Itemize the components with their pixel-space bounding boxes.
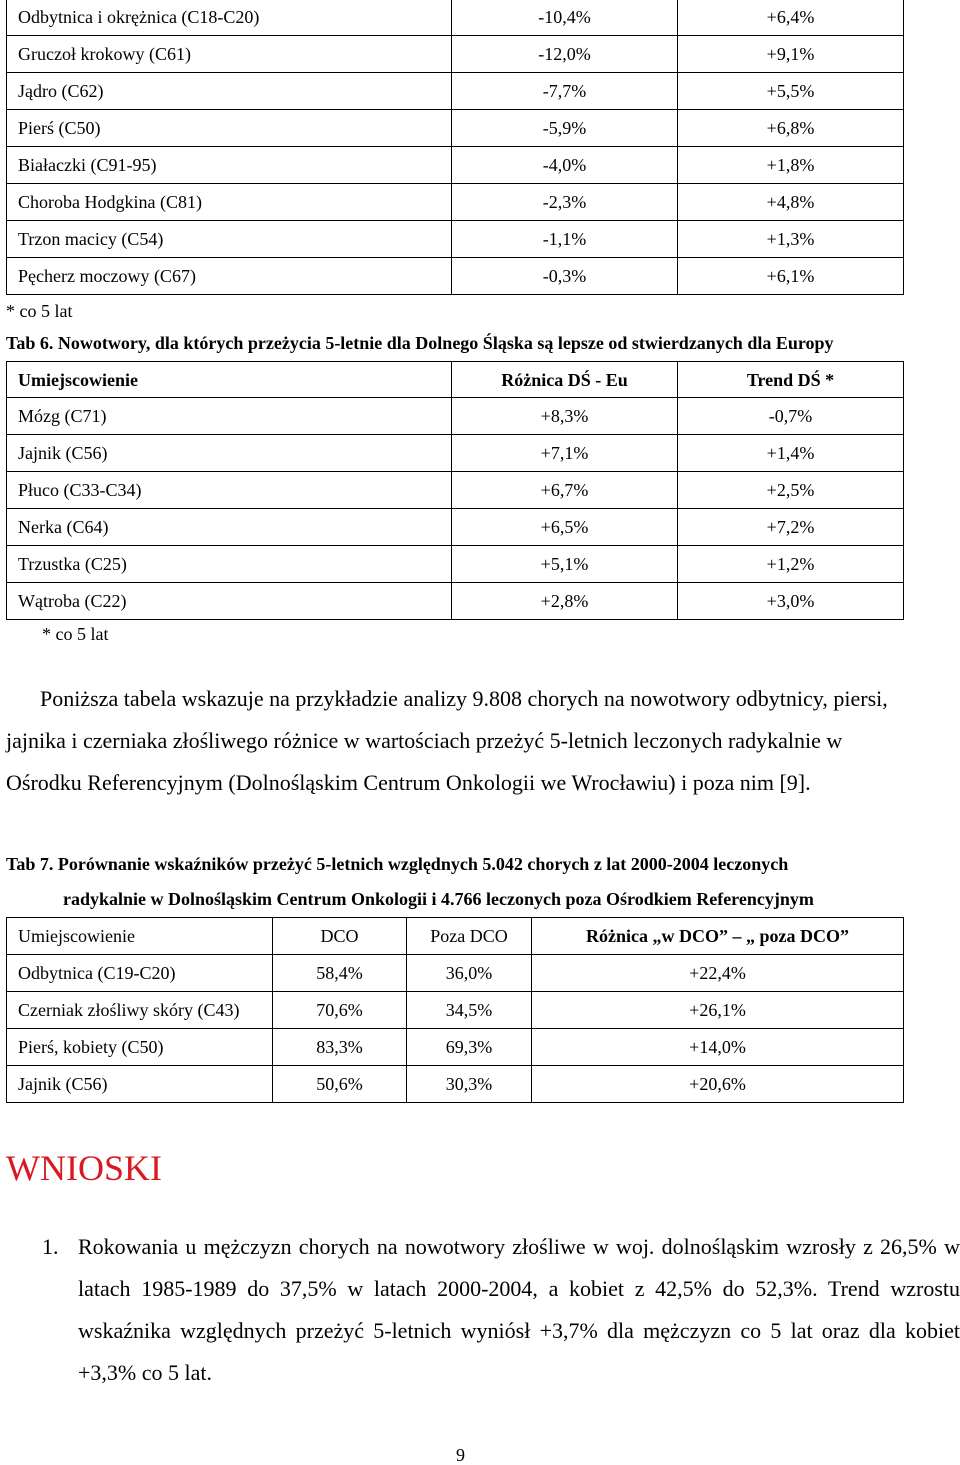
table-row <box>7 398 904 435</box>
table-row <box>7 0 904 36</box>
table-cell-site: Odbytnica (C19-C20) <box>7 955 273 992</box>
table-cell-diff: -1,1% <box>452 221 678 258</box>
table-cell-trend: +4,8% <box>678 184 904 221</box>
table-cell-dco: 50,6% <box>273 1066 407 1103</box>
table-cell-outside: 69,3% <box>407 1029 532 1066</box>
table-cell-site: Trzustka (C25) <box>7 546 452 583</box>
table-row <box>7 992 904 1029</box>
table-row <box>7 221 904 258</box>
table-cell-site: Wątroba (C22) <box>7 583 452 620</box>
table-row <box>7 955 904 992</box>
table-6-footnote: * co 5 lat <box>42 624 109 644</box>
table-cell-trend: +2,5% <box>678 472 904 509</box>
table-row <box>7 546 904 583</box>
table-cell-trend: +1,3% <box>678 221 904 258</box>
table-cell-diff: +22,4% <box>532 955 904 992</box>
table-cell-diff: -4,0% <box>452 147 678 184</box>
table-cell-trend: +5,5% <box>678 73 904 110</box>
table-cell-site: Płuco (C33-C34) <box>7 472 452 509</box>
table-cell-trend: +1,4% <box>678 435 904 472</box>
table-7-header-site: Umiejscowienie <box>7 918 273 955</box>
table-cell-outside: 34,5% <box>407 992 532 1029</box>
paragraph-line: Ośrodku Referencyjnym (Dolnośląskim Centrum Onkologii we Wrocławiu) i poza nim [9]. <box>6 770 811 795</box>
table-cell-diff: +8,3% <box>452 398 678 435</box>
table-cell-site: Choroba Hodgkina (C81) <box>7 184 452 221</box>
table-row <box>7 1066 904 1103</box>
table-cell-outside: 36,0% <box>407 955 532 992</box>
table-5 <box>6 0 904 295</box>
conclusions-heading: WNIOSKI <box>6 1148 162 1188</box>
table-cell-outside: 30,3% <box>407 1066 532 1103</box>
table-cell-diff: -10,4% <box>452 0 678 36</box>
table-cell-site: Nerka (C64) <box>7 509 452 546</box>
table-cell-site: Białaczki (C91-95) <box>7 147 452 184</box>
table-row <box>7 583 904 620</box>
table-cell-trend: +6,8% <box>678 110 904 147</box>
page-number: 9 <box>456 1445 465 1465</box>
table-6-caption: Tab 6. Nowotwory, dla których przeżycia 5-letnie dla Dolnego Śląska są lepsze od stwierdzanych dla Europy <box>6 333 834 353</box>
table-row <box>7 509 904 546</box>
table-cell-diff: +14,0% <box>532 1029 904 1066</box>
table-cell-trend: +6,4% <box>678 0 904 36</box>
table-row <box>7 258 904 295</box>
table-row <box>7 147 904 184</box>
table-cell-diff: +20,6% <box>532 1066 904 1103</box>
table-cell-diff: +7,1% <box>452 435 678 472</box>
table-7-header-difference: Różnica „w DCO” – „ poza DCO” <box>532 918 904 955</box>
table-cell-site: Jądro (C62) <box>7 73 452 110</box>
intro-paragraph <box>6 678 958 804</box>
conclusion-item <box>42 1226 960 1394</box>
table-cell-site: Trzon macicy (C54) <box>7 221 452 258</box>
table-cell-diff: -0,3% <box>452 258 678 295</box>
table-cell-dco: 58,4% <box>273 955 407 992</box>
table-cell-trend: -0,7% <box>678 398 904 435</box>
table-5-footnote: * co 5 lat <box>6 301 73 321</box>
table-cell-diff: -5,9% <box>452 110 678 147</box>
table-cell-trend: +1,8% <box>678 147 904 184</box>
table-cell-diff: +5,1% <box>452 546 678 583</box>
table-cell-site: Jajnik (C56) <box>7 435 452 472</box>
table-cell-diff: -7,7% <box>452 73 678 110</box>
table-7-header-dco: DCO <box>273 918 407 955</box>
table-cell-trend: +1,2% <box>678 546 904 583</box>
table-cell-trend: +6,1% <box>678 258 904 295</box>
table-row <box>7 1029 904 1066</box>
table-6-header-site: Umiejscowienie <box>7 362 452 398</box>
table-cell-dco: 83,3% <box>273 1029 407 1066</box>
table-7-caption-line-1: Tab 7. Porównanie wskaźników przeżyć 5-letnich względnych 5.042 chorych z lat 2000-2004 leczonych <box>6 854 789 874</box>
table-cell-diff: +6,7% <box>452 472 678 509</box>
table-cell-site: Pęcherz moczowy (C67) <box>7 258 452 295</box>
table-cell-trend: +7,2% <box>678 509 904 546</box>
paragraph-line: jajnika i czerniaka złośliwego różnice w wartościach przeżyć 5-letnich leczonych radykalnie w <box>6 728 843 753</box>
table-cell-diff: +2,8% <box>452 583 678 620</box>
table-cell-diff: -12,0% <box>452 36 678 73</box>
table-6-header-trend: Trend DŚ * <box>678 362 904 398</box>
table-7 <box>6 917 904 1103</box>
table-7-header-outside: Poza DCO <box>407 918 532 955</box>
table-cell-site: Pierś, kobiety (C50) <box>7 1029 273 1066</box>
table-cell-trend: +3,0% <box>678 583 904 620</box>
table-cell-diff: +26,1% <box>532 992 904 1029</box>
table-cell-site: Pierś (C50) <box>7 110 452 147</box>
table-7-caption-line-2: radykalnie w Dolnośląskim Centrum Onkologii i 4.766 leczonych poza Ośrodkiem Referencyjnym <box>63 889 814 909</box>
table-6 <box>6 361 904 620</box>
table-row <box>7 435 904 472</box>
table-cell-site: Odbytnica i okrężnica (C18-C20) <box>7 0 452 36</box>
table-cell-trend: +9,1% <box>678 36 904 73</box>
table-cell-dco: 70,6% <box>273 992 407 1029</box>
conclusion-number: 1. <box>42 1234 59 1259</box>
table-cell-site: Czerniak złośliwy skóry (C43) <box>7 992 273 1029</box>
paragraph-line: Poniższa tabela wskazuje na przykładzie analizy 9.808 chorych na nowotwory odbytnicy, piersi, <box>40 686 888 711</box>
conclusion-text: Rokowania u mężczyzn chorych na nowotwory złośliwe w woj. dolnośląskim wzrosły z 26,5% w latach 1985-1989 do 37,5% w latach 2000-2004, a kobiet z 42,5% do 52,3%. Trend wzrostu wskaźnika względnych przeżyć 5-letnich wyniósł +3,7% dla mężczyzn co 5 lat oraz dla kobiet +3,3% co 5 lat. <box>78 1234 960 1385</box>
table-row <box>7 184 904 221</box>
table-cell-site: Jajnik (C56) <box>7 1066 273 1103</box>
table-cell-site: Mózg (C71) <box>7 398 452 435</box>
table-row <box>7 472 904 509</box>
table-row <box>7 36 904 73</box>
table-row <box>7 73 904 110</box>
table-cell-site: Gruczoł krokowy (C61) <box>7 36 452 73</box>
conclusions-list <box>42 1226 960 1394</box>
table-row <box>7 110 904 147</box>
table-6-header-diff: Różnica DŚ - Eu <box>452 362 678 398</box>
table-cell-diff: +6,5% <box>452 509 678 546</box>
table-cell-diff: -2,3% <box>452 184 678 221</box>
